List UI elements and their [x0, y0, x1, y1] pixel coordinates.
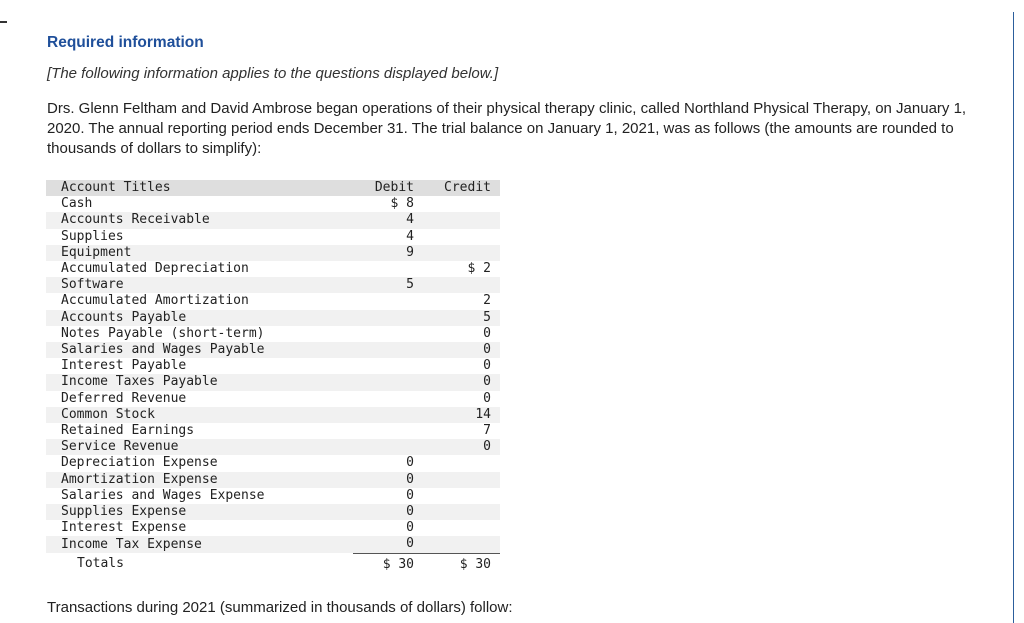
debit-cell — [353, 391, 423, 407]
table-row — [46, 358, 500, 374]
account-title-cell: Equipment — [46, 245, 353, 261]
debit-cell: 0 — [353, 472, 423, 488]
table-row — [46, 423, 500, 439]
account-title-cell: Income Tax Expense — [46, 536, 353, 553]
table-row — [46, 261, 500, 277]
credit-cell — [423, 455, 500, 471]
debit-cell: 4 — [353, 229, 423, 245]
table-row — [46, 229, 500, 245]
account-title-cell: Accounts Payable — [46, 310, 353, 326]
account-title-cell: Software — [46, 277, 353, 293]
table-row — [46, 342, 500, 358]
table-row — [46, 310, 500, 326]
required-information-heading: Required information — [47, 34, 204, 51]
debit-cell — [353, 261, 423, 277]
credit-cell: 0 — [423, 326, 500, 342]
right-border-rule — [1013, 12, 1014, 623]
table-header-row — [46, 180, 500, 196]
debit-cell — [353, 293, 423, 309]
account-title-cell: Accumulated Amortization — [46, 293, 353, 309]
account-title-cell: Salaries and Wages Payable — [46, 342, 353, 358]
table-row — [46, 277, 500, 293]
credit-cell — [423, 196, 500, 212]
credit-cell — [423, 536, 500, 553]
credit-cell — [423, 488, 500, 504]
account-title-cell: Accounts Receivable — [46, 212, 353, 228]
debit-cell — [353, 310, 423, 326]
table-row — [46, 520, 500, 536]
account-title-cell: Common Stock — [46, 407, 353, 423]
credit-cell: 0 — [423, 342, 500, 358]
debit-cell: 0 — [353, 455, 423, 471]
credit-cell: 2 — [423, 293, 500, 309]
debit-cell: 9 — [353, 245, 423, 261]
debit-header: Debit — [353, 180, 423, 196]
account-title-cell: Depreciation Expense — [46, 455, 353, 471]
debit-cell: $ 8 — [353, 196, 423, 212]
debit-cell — [353, 326, 423, 342]
debit-cell — [353, 358, 423, 374]
table-row — [46, 472, 500, 488]
question-content — [47, 33, 997, 159]
credit-cell: 0 — [423, 358, 500, 374]
credit-cell — [423, 212, 500, 228]
credit-cell: 0 — [423, 374, 500, 390]
credit-cell: 7 — [423, 423, 500, 439]
totals-row — [46, 553, 500, 576]
table-row — [46, 407, 500, 423]
account-title-cell: Salaries and Wages Expense — [46, 488, 353, 504]
account-title-cell: Accumulated Depreciation — [46, 261, 353, 277]
account-title-cell: Retained Earnings — [46, 423, 353, 439]
applies-note: [The following information applies to the questions displayed below.] — [47, 65, 499, 82]
credit-cell — [423, 472, 500, 488]
table-row — [46, 212, 500, 228]
account-title-cell: Service Revenue — [46, 439, 353, 455]
credit-cell — [423, 277, 500, 293]
debit-cell — [353, 407, 423, 423]
debit-cell: 0 — [353, 488, 423, 504]
debit-cell — [353, 439, 423, 455]
debit-cell: 0 — [353, 536, 423, 553]
totals-label: Totals — [46, 553, 353, 576]
trial-balance-table — [46, 180, 500, 576]
table-row — [46, 374, 500, 390]
account-title-cell: Cash — [46, 196, 353, 212]
credit-cell — [423, 229, 500, 245]
table-row — [46, 326, 500, 342]
credit-header: Credit — [423, 180, 500, 196]
debit-cell — [353, 342, 423, 358]
credit-cell: 0 — [423, 391, 500, 407]
table-row — [46, 536, 500, 553]
account-title-cell: Deferred Revenue — [46, 391, 353, 407]
account-title-cell: Interest Expense — [46, 520, 353, 536]
transactions-intro: Transactions during 2021 (summarized in thousands of dollars) follow: — [47, 599, 513, 616]
debit-cell: 0 — [353, 520, 423, 536]
totals-credit: $ 30 — [423, 553, 500, 576]
intro-paragraph: Drs. Glenn Feltham and David Ambrose began operations of their physical therapy clinic, called Northland Physical Therapy, on January 1, 2020. The annual reporting period ends December 31. The trial balance on January 1, 2021, was as follows (the amounts are rounded to thousands of dollars to simplify): — [47, 100, 967, 157]
table-row — [46, 391, 500, 407]
debit-cell — [353, 374, 423, 390]
account-title-cell: Supplies — [46, 229, 353, 245]
table-row — [46, 293, 500, 309]
debit-cell: 5 — [353, 277, 423, 293]
totals-debit: $ 30 — [353, 553, 423, 576]
table-row — [46, 196, 500, 212]
credit-cell: 14 — [423, 407, 500, 423]
account-title-cell: Amortization Expense — [46, 472, 353, 488]
table-row — [46, 439, 500, 455]
credit-cell: $ 2 — [423, 261, 500, 277]
credit-cell — [423, 520, 500, 536]
table-row — [46, 488, 500, 504]
account-titles-header: Account Titles — [46, 180, 353, 196]
table-row — [46, 504, 500, 520]
account-title-cell: Interest Payable — [46, 358, 353, 374]
credit-cell: 5 — [423, 310, 500, 326]
credit-cell — [423, 504, 500, 520]
debit-cell: 4 — [353, 212, 423, 228]
table-row — [46, 455, 500, 471]
debit-cell: 0 — [353, 504, 423, 520]
credit-cell: 0 — [423, 439, 500, 455]
debit-cell — [353, 423, 423, 439]
account-title-cell: Income Taxes Payable — [46, 374, 353, 390]
account-title-cell: Notes Payable (short-term) — [46, 326, 353, 342]
table-row — [46, 245, 500, 261]
account-title-cell: Supplies Expense — [46, 504, 353, 520]
edge-mark — [0, 21, 7, 23]
credit-cell — [423, 245, 500, 261]
